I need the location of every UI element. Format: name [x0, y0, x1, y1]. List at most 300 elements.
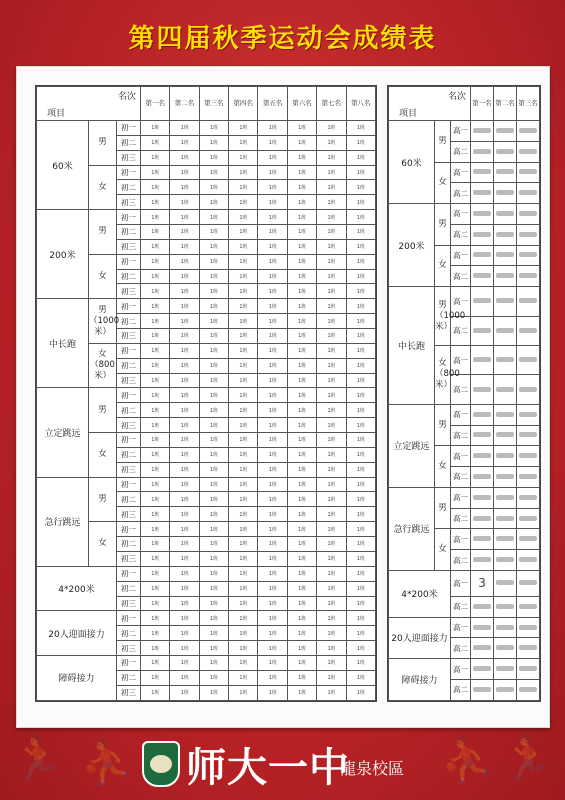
handwritten-entry: 1班: [327, 615, 336, 622]
handwritten-entry: 1班: [356, 125, 365, 132]
event-name: 60米: [37, 121, 89, 210]
score-cell: [229, 418, 258, 433]
score-cell: [170, 655, 199, 670]
score-cell: [287, 269, 316, 284]
score-cell: [199, 180, 228, 195]
handwritten-entry: 1班: [180, 645, 189, 652]
handwritten-entry: 1班: [180, 214, 189, 221]
header-rank-label: 名次: [118, 92, 137, 102]
score-cell: [317, 492, 346, 507]
handwritten-entry: 1班: [180, 690, 189, 697]
handwritten-entry: 1班: [210, 348, 218, 355]
handwritten-entry: [496, 298, 514, 303]
handwritten-entry: 1班: [298, 541, 306, 548]
handwritten-entry: 1班: [180, 615, 189, 622]
handwritten-entry: [519, 412, 537, 417]
score-cell: [229, 581, 258, 596]
handwritten-entry: [473, 387, 491, 392]
handwritten-entry: 1班: [151, 392, 160, 399]
handwritten-entry: [473, 190, 491, 195]
handwritten-entry: 1班: [268, 586, 277, 593]
score-cell: [199, 269, 228, 284]
score-cell: [516, 345, 539, 374]
score-cell: [258, 596, 287, 611]
handwritten-entry: 1班: [210, 303, 218, 310]
handwritten-entry: 1班: [151, 452, 160, 459]
grade-label: 初二: [117, 358, 141, 373]
handwritten-entry: [473, 453, 491, 458]
score-cell: [287, 477, 316, 492]
score-cell: [199, 462, 228, 477]
score-cell: [141, 447, 170, 462]
table-row: [389, 659, 540, 680]
score-cell: [229, 492, 258, 507]
handwritten-entry: 1班: [180, 467, 189, 474]
score-cell: [141, 150, 170, 165]
score-cell: [494, 224, 517, 245]
score-cell: [287, 670, 316, 685]
handwritten-entry: 1班: [268, 511, 277, 518]
score-cell: [317, 477, 346, 492]
handwritten-entry: 1班: [151, 615, 160, 622]
gender-label: 女: [89, 254, 117, 299]
event-name: 立定跳远: [37, 388, 89, 477]
handwritten-entry: 1班: [210, 452, 218, 459]
grade-label: 初一: [117, 566, 141, 581]
handwritten-entry: [473, 128, 491, 133]
table-row: [37, 210, 376, 225]
handwritten-entry: 1班: [268, 392, 277, 399]
score-cell: [258, 150, 287, 165]
handwritten-entry: 1班: [356, 615, 365, 622]
score-cell: [471, 425, 494, 446]
score-cell: [317, 537, 346, 552]
handwritten-entry: 1班: [356, 363, 365, 370]
score-cell: [317, 299, 346, 314]
score-cell: [170, 358, 199, 373]
handwritten-entry: 1班: [268, 125, 277, 132]
handwritten-entry: 1班: [356, 526, 365, 533]
score-cell: [346, 596, 375, 611]
grade-label: 初三: [117, 150, 141, 165]
handwritten-entry: 1班: [239, 288, 248, 295]
handwritten-entry: 1班: [298, 229, 306, 236]
score-cell: [346, 418, 375, 433]
score-cell: [287, 343, 316, 358]
grade-label: 高二: [451, 467, 471, 488]
score-cell: [258, 299, 287, 314]
handwritten-entry: 1班: [327, 288, 336, 295]
score-cell: [471, 316, 494, 345]
event-name: 4*200米: [389, 570, 451, 617]
score-cell: [199, 685, 228, 700]
score-cell: [170, 551, 199, 566]
score-cell: [141, 537, 170, 552]
score-cell: [258, 537, 287, 552]
score-cell: [170, 507, 199, 522]
handwritten-entry: 1班: [298, 586, 306, 593]
grade-label: 初一: [117, 299, 141, 314]
score-cell: [471, 287, 494, 316]
left-grid: [36, 86, 376, 701]
handwritten-entry: 1班: [180, 363, 189, 370]
score-cell: [141, 358, 170, 373]
handwritten-entry: 1班: [268, 259, 277, 266]
handwritten-entry: 1班: [327, 511, 336, 518]
handwritten-mark: 3: [478, 576, 486, 591]
score-cell: [199, 670, 228, 685]
score-cell: [258, 581, 287, 596]
score-cell: [287, 195, 316, 210]
score-cell: [494, 404, 517, 425]
score-cell: [516, 659, 539, 680]
handwritten-entry: 1班: [356, 199, 365, 206]
score-cell: [229, 611, 258, 626]
handwritten-entry: [519, 211, 537, 216]
handwritten-entry: 1班: [298, 274, 306, 281]
handwritten-entry: 1班: [151, 586, 160, 593]
score-cell: [346, 670, 375, 685]
handwritten-entry: 1班: [298, 645, 306, 652]
handwritten-entry: 1班: [327, 452, 336, 459]
score-cell: [287, 180, 316, 195]
handwritten-entry: 1班: [180, 378, 189, 385]
score-cell: [317, 269, 346, 284]
handwritten-entry: 1班: [239, 244, 248, 251]
score-cell: [170, 373, 199, 388]
event-name: 障碍接力: [389, 659, 451, 701]
handwritten-entry: 1班: [268, 363, 277, 370]
score-cell: [346, 284, 375, 299]
handwritten-entry: 1班: [327, 675, 336, 682]
score-cell: [141, 581, 170, 596]
score-cell: [141, 477, 170, 492]
grade-label: 初三: [117, 462, 141, 477]
results-board: [16, 66, 550, 728]
score-cell: [199, 373, 228, 388]
handwritten-entry: [519, 687, 537, 692]
handwritten-entry: 1班: [151, 363, 160, 370]
score-cell: [170, 135, 199, 150]
score-cell: [346, 685, 375, 700]
table-row: [389, 570, 540, 596]
score-cell: [317, 358, 346, 373]
score-cell: [258, 195, 287, 210]
score-cell: [170, 477, 199, 492]
gender-label: 男: [435, 204, 451, 246]
score-cell: [471, 404, 494, 425]
handwritten-entry: 1班: [180, 630, 189, 637]
grade-label: 初三: [117, 685, 141, 700]
handwritten-entry: [519, 604, 537, 609]
handwritten-entry: 1班: [356, 675, 365, 682]
handwritten-entry: 1班: [180, 274, 189, 281]
score-cell: [516, 316, 539, 345]
score-cell: [516, 508, 539, 529]
score-cell: [199, 165, 228, 180]
score-cell: [346, 135, 375, 150]
handwritten-entry: 1班: [210, 556, 218, 563]
handwritten-entry: 1班: [327, 541, 336, 548]
handwritten-entry: [519, 453, 537, 458]
score-cell: [258, 685, 287, 700]
handwritten-entry: 1班: [268, 482, 277, 489]
score-cell: [471, 224, 494, 245]
handwritten-entry: 1班: [180, 556, 189, 563]
grade-label: 初三: [117, 641, 141, 656]
handwritten-entry: 1班: [151, 378, 160, 385]
handwritten-entry: 1班: [210, 541, 218, 548]
score-cell: [317, 596, 346, 611]
score-cell: [317, 329, 346, 344]
score-cell: [317, 641, 346, 656]
handwritten-entry: [496, 328, 514, 333]
handwritten-entry: 1班: [151, 274, 160, 281]
handwritten-entry: 1班: [210, 586, 218, 593]
handwritten-entry: 1班: [151, 333, 160, 340]
handwritten-entry: 1班: [239, 526, 248, 533]
handwritten-entry: 1班: [356, 229, 365, 236]
handwritten-entry: 1班: [210, 125, 218, 132]
score-cell: [346, 329, 375, 344]
score-cell: [346, 611, 375, 626]
score-cell: [258, 670, 287, 685]
handwritten-entry: [473, 432, 491, 437]
event-name: 中长跑: [389, 287, 435, 405]
score-cell: [287, 611, 316, 626]
score-cell: [170, 314, 199, 329]
handwritten-entry: 1班: [180, 140, 189, 147]
handwritten-entry: [496, 252, 514, 257]
score-cell: [258, 314, 287, 329]
score-cell: [346, 165, 375, 180]
gender-label: 女: [89, 165, 117, 210]
score-cell: [494, 425, 517, 446]
grade-label: 高二: [451, 550, 471, 571]
score-cell: [199, 611, 228, 626]
handwritten-entry: 1班: [298, 407, 306, 414]
grade-label: 初一: [117, 477, 141, 492]
handwritten-entry: 1班: [268, 660, 277, 667]
handwritten-entry: 1班: [356, 541, 365, 548]
handwritten-entry: [496, 536, 514, 541]
score-cell: [170, 685, 199, 700]
score-cell: [346, 225, 375, 240]
handwritten-entry: 1班: [239, 645, 248, 652]
score-cell: [317, 581, 346, 596]
score-cell: [494, 183, 517, 204]
score-cell: [346, 566, 375, 581]
score-cell: [199, 477, 228, 492]
grade-label: 初三: [117, 418, 141, 433]
score-cell: [199, 329, 228, 344]
handwritten-entry: [473, 557, 491, 562]
score-cell: [229, 537, 258, 552]
score-cell: [141, 507, 170, 522]
rank-header: 第六名: [287, 87, 316, 121]
handwritten-entry: 1班: [239, 125, 248, 132]
handwritten-entry: 1班: [210, 214, 218, 221]
handwritten-entry: 1班: [239, 318, 248, 325]
score-cell: [516, 425, 539, 446]
score-cell: [471, 659, 494, 680]
handwritten-entry: [519, 536, 537, 541]
score-cell: [346, 254, 375, 269]
score-cell: [494, 617, 517, 638]
handwritten-entry: [519, 495, 537, 500]
score-cell: [229, 239, 258, 254]
score-cell: [229, 670, 258, 685]
score-cell: [346, 462, 375, 477]
score-cell: [170, 626, 199, 641]
score-cell: [346, 121, 375, 136]
handwritten-entry: [519, 387, 537, 392]
handwritten-entry: 1班: [327, 229, 336, 236]
score-cell: [141, 299, 170, 314]
handwritten-entry: 1班: [210, 318, 218, 325]
grade-label: 高一: [451, 659, 471, 680]
score-cell: [229, 269, 258, 284]
handwritten-entry: 1班: [327, 630, 336, 637]
score-cell: [287, 225, 316, 240]
handwritten-entry: 1班: [180, 318, 189, 325]
handwritten-entry: 1班: [356, 482, 365, 489]
grade-label: 高一: [451, 570, 471, 596]
handwritten-entry: 1班: [239, 511, 248, 518]
handwritten-entry: 1班: [327, 125, 336, 132]
handwritten-entry: [519, 328, 537, 333]
handwritten-entry: [496, 625, 514, 630]
handwritten-entry: 1班: [268, 229, 277, 236]
score-cell: [258, 641, 287, 656]
handwritten-entry: [473, 252, 491, 257]
score-cell: [317, 507, 346, 522]
handwritten-entry: 1班: [298, 496, 306, 503]
handwritten-entry: 1班: [180, 586, 189, 593]
table-row: [37, 299, 376, 314]
handwritten-entry: 1班: [180, 571, 189, 578]
handwritten-entry: 1班: [210, 496, 218, 503]
handwritten-entry: 1班: [298, 422, 306, 429]
score-cell: [258, 433, 287, 448]
handwritten-entry: 1班: [180, 199, 189, 206]
score-cell: [258, 388, 287, 403]
score-cell: [346, 537, 375, 552]
handwritten-entry: [473, 645, 491, 650]
handwritten-entry: 1班: [180, 526, 189, 533]
score-cell: [317, 210, 346, 225]
score-cell: [494, 141, 517, 162]
score-cell: [287, 685, 316, 700]
handwritten-entry: 1班: [180, 125, 189, 132]
handwritten-entry: 1班: [210, 392, 218, 399]
score-cell: [346, 195, 375, 210]
handwritten-entry: 1班: [239, 496, 248, 503]
handwritten-entry: 1班: [268, 437, 277, 444]
gender-label: 男: [435, 404, 451, 446]
table-row: [389, 204, 540, 225]
score-cell: [287, 626, 316, 641]
handwritten-entry: 1班: [327, 170, 336, 176]
score-cell: [317, 670, 346, 685]
handwritten-entry: [473, 604, 491, 609]
handwritten-entry: [519, 557, 537, 562]
score-cell: [287, 121, 316, 136]
score-cell: [258, 611, 287, 626]
handwritten-entry: 1班: [239, 467, 248, 474]
score-cell: [494, 245, 517, 266]
score-cell: [141, 492, 170, 507]
handwritten-entry: 1班: [356, 303, 365, 310]
score-cell: [170, 239, 199, 254]
score-cell: [516, 287, 539, 316]
handwritten-entry: 1班: [298, 615, 306, 622]
score-cell: [287, 254, 316, 269]
handwritten-entry: 1班: [151, 660, 160, 667]
grade-label: 高一: [451, 162, 471, 183]
handwritten-entry: 1班: [151, 140, 160, 147]
handwritten-entry: 1班: [210, 630, 218, 637]
score-cell: [317, 418, 346, 433]
handwritten-entry: 1班: [356, 571, 365, 578]
score-cell: [317, 195, 346, 210]
handwritten-entry: 1班: [180, 348, 189, 355]
rank-header: 第一名: [471, 87, 494, 121]
score-cell: [317, 135, 346, 150]
score-cell: [346, 403, 375, 418]
handwritten-entry: [519, 357, 537, 362]
handwritten-entry: 1班: [327, 690, 336, 697]
handwritten-entry: 1班: [210, 244, 218, 251]
score-cell: [317, 566, 346, 581]
handwritten-entry: 1班: [356, 645, 365, 652]
handwritten-entry: 1班: [268, 496, 277, 503]
score-cell: [199, 626, 228, 641]
score-cell: [494, 345, 517, 374]
score-cell: [258, 284, 287, 299]
grade-label: 高一: [451, 529, 471, 550]
score-cell: [346, 343, 375, 358]
handwritten-entry: 1班: [151, 229, 160, 236]
handwritten-entry: 1班: [210, 615, 218, 622]
rank-header: 第二名: [170, 87, 199, 121]
handwritten-entry: 1班: [356, 184, 365, 191]
middle-school-results-table: [35, 85, 377, 702]
handwritten-entry: 1班: [210, 259, 218, 266]
header-row: [389, 87, 540, 121]
score-cell: [170, 329, 199, 344]
grade-label: 初三: [117, 551, 141, 566]
handwritten-entry: 1班: [268, 348, 277, 355]
score-cell: [229, 403, 258, 418]
score-cell: [170, 225, 199, 240]
handwritten-entry: 1班: [268, 303, 277, 310]
score-cell: [170, 641, 199, 656]
score-cell: [199, 195, 228, 210]
handwritten-entry: 1班: [356, 556, 365, 563]
score-cell: [170, 403, 199, 418]
handwritten-entry: 1班: [151, 303, 160, 310]
handwritten-entry: [519, 169, 537, 174]
handwritten-entry: 1班: [210, 690, 218, 697]
score-cell: [141, 626, 170, 641]
handwritten-entry: [496, 453, 514, 458]
score-cell: [317, 685, 346, 700]
score-cell: [494, 446, 517, 467]
handwritten-entry: 1班: [298, 214, 306, 221]
handwritten-entry: [473, 495, 491, 500]
handwritten-entry: 1班: [239, 482, 248, 489]
